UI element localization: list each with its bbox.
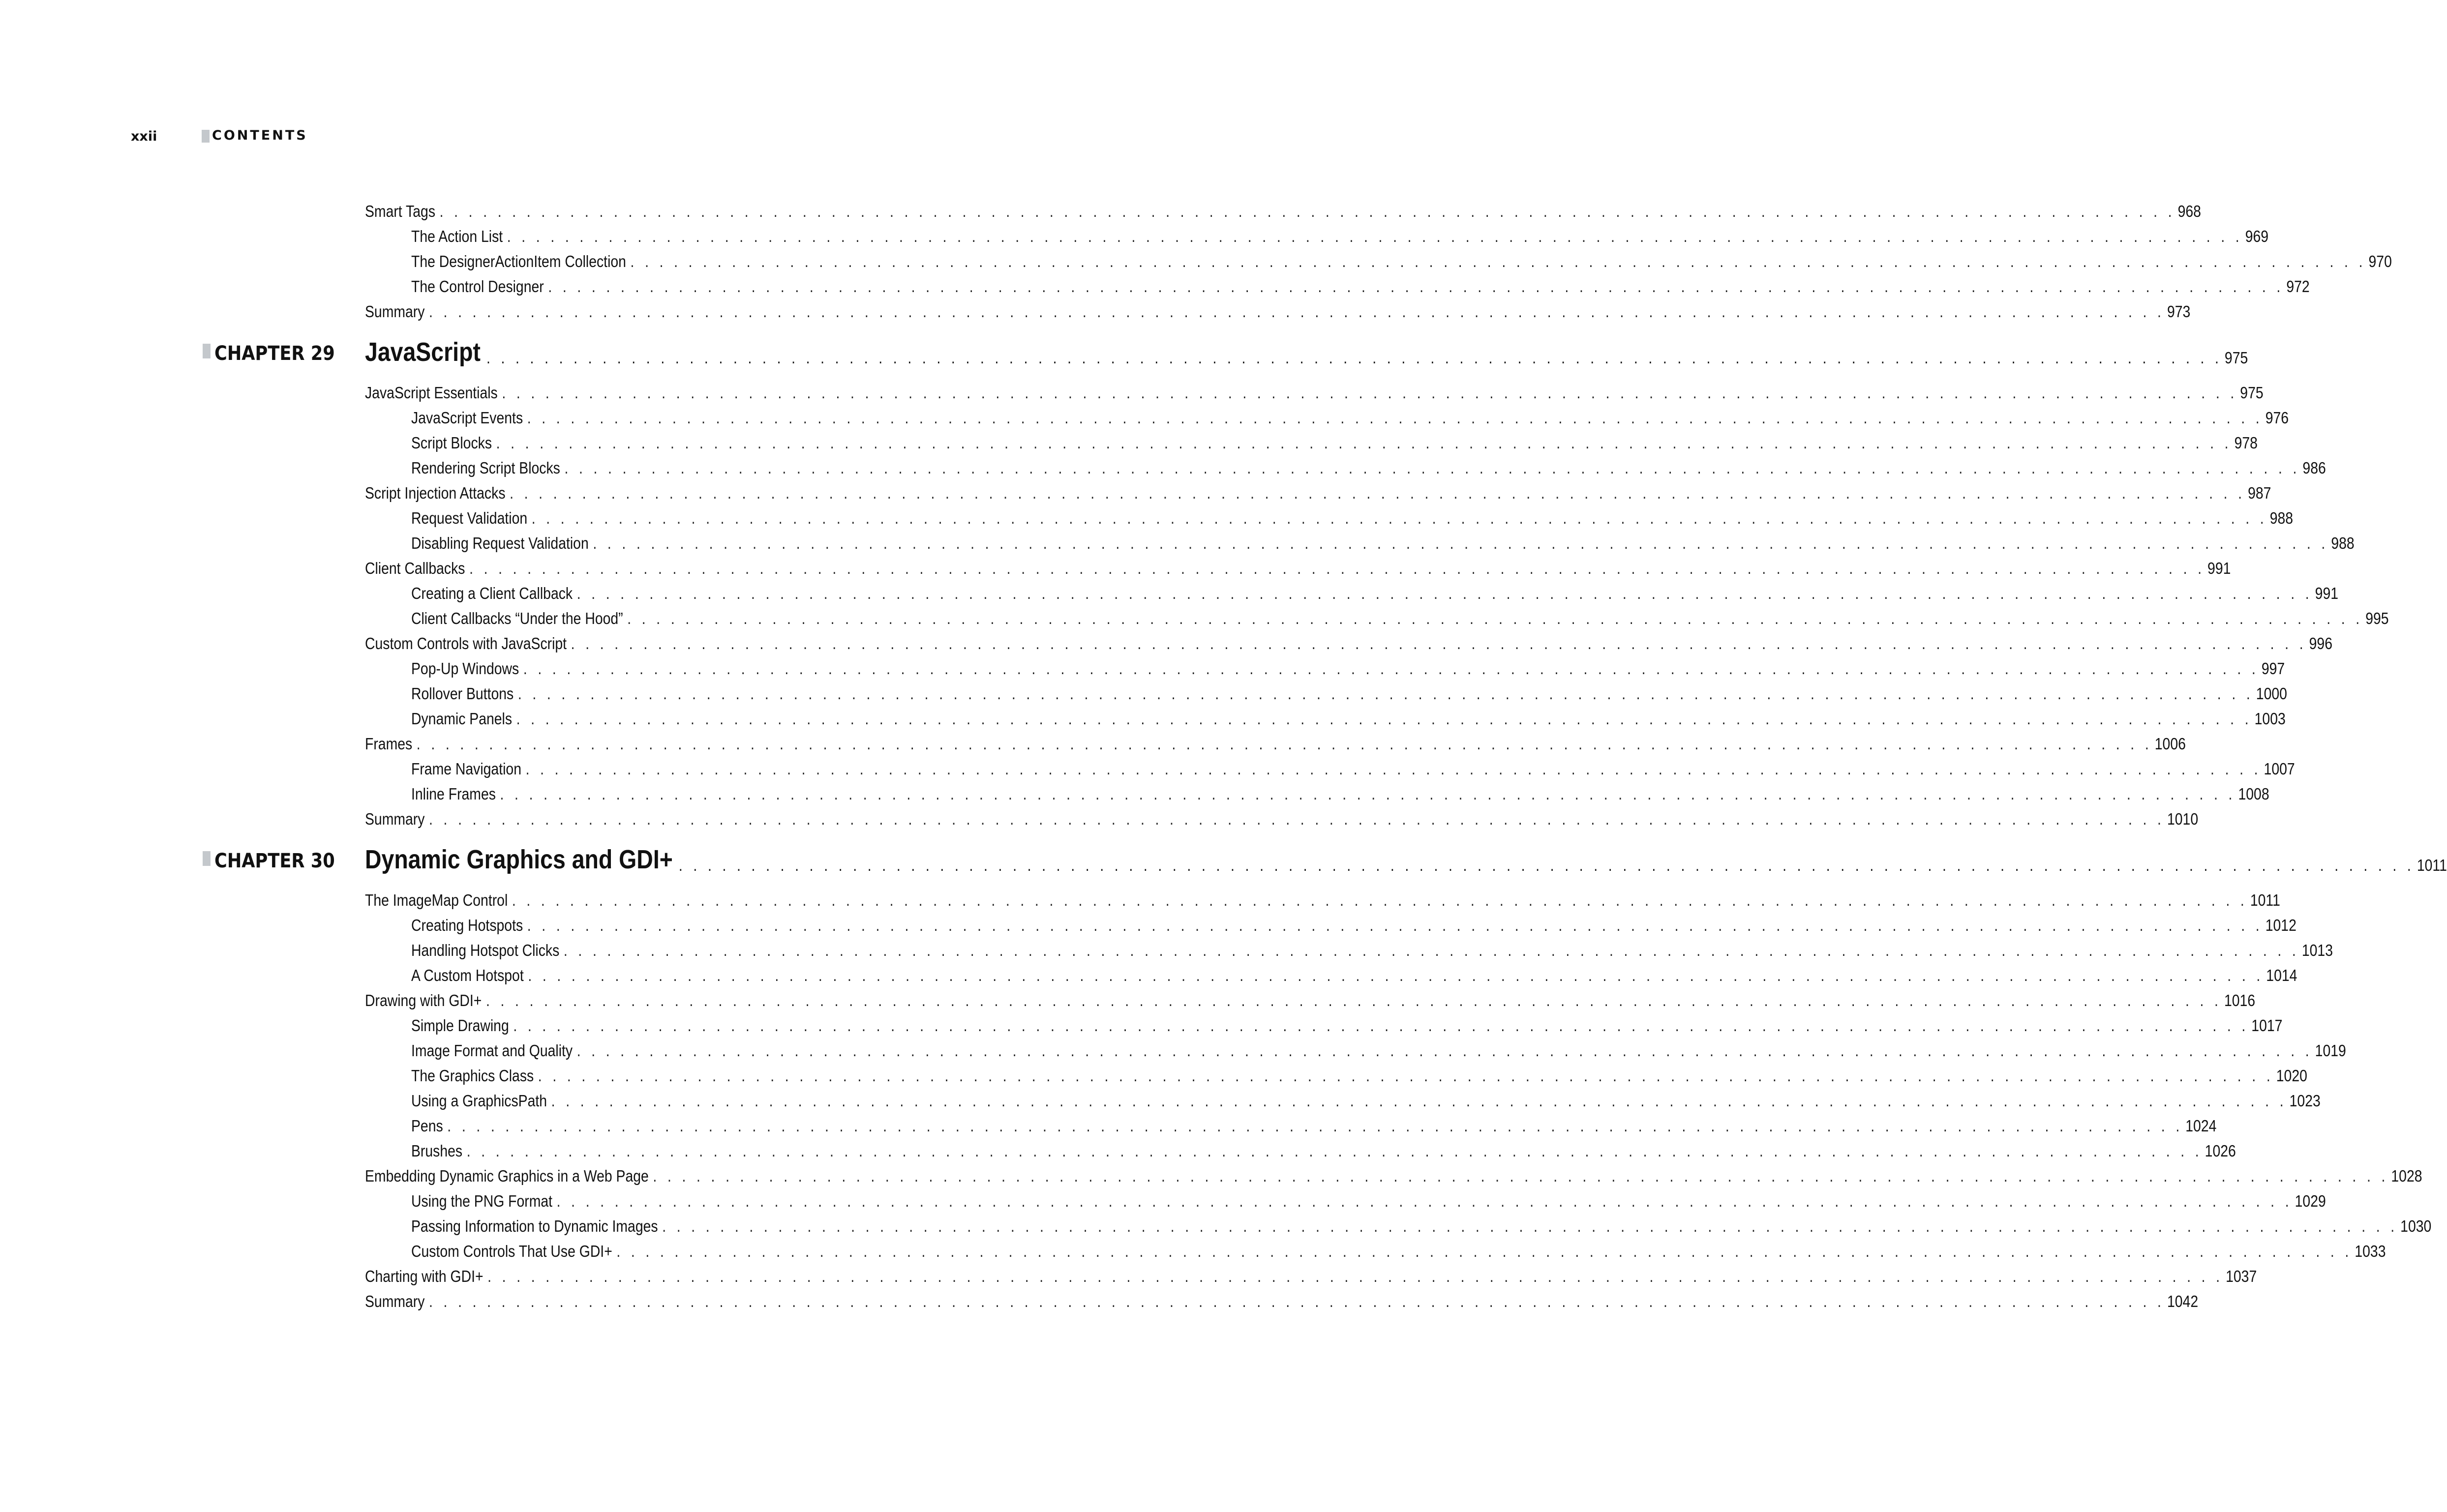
toc-subentry bbox=[411, 1211, 2432, 1236]
entry-label: Image Format and Quality bbox=[411, 1041, 573, 1060]
entry-label: Rendering Script Blocks bbox=[411, 459, 560, 477]
toc-subentry bbox=[411, 271, 2310, 296]
chapter-page-number: 975 bbox=[2224, 349, 2248, 367]
chapter-label: CHAPTER 30 bbox=[214, 850, 335, 872]
toc-subentry bbox=[411, 754, 2295, 779]
entry-label: The Control Designer bbox=[411, 277, 544, 296]
entry-label: Disabling Request Validation bbox=[411, 534, 589, 552]
toc-subentry bbox=[411, 578, 2339, 603]
entry-page-number: 1008 bbox=[2238, 785, 2269, 803]
entry-page-number: 976 bbox=[2265, 409, 2289, 427]
leader-dots: . . . . . . . . . . . . . . . . . . . . . . . . . . . . . . . . . . . . . . . . . . . . . . . . . . . . . . . . . . . . . . . . . . . . . . . . . . . . . . . . . . . . . . . . . . . . . . . . . . . . . . . . . . . . . . . . . . . . . . . . bbox=[548, 277, 2284, 296]
entry-page-number: 1030 bbox=[2400, 1217, 2432, 1235]
entry-page-number: 1011 bbox=[2250, 891, 2280, 909]
leader-dots: . . . . . . . . . . . . . . . . . . . . . . . . . . . . . . . . . . . . . . . . . . . . . . . . . . . . . . . . . . . . . . . . . . . . . . . . . . . . . . . . . . . . . . . . . . . . . . . . . . . . . . . . . . . . . . . . . . . . . . . . bbox=[512, 891, 2248, 909]
entry-label: Smart Tags bbox=[365, 202, 436, 220]
leader-dots: . . . . . . . . . . . . . . . . . . . . . . . . . . . . . . . . . . . . . . . . . . . . . . . . . . . . . . . . . . . . . . . . . . . . . . . . . . . . . . . . . . . . . . . . . . . . . . . . . . . . . . . . . . . . . . . . . . . . . . . . bbox=[500, 785, 2236, 803]
toc-entry bbox=[365, 1161, 2422, 1186]
entry-page-number: 1020 bbox=[2276, 1067, 2307, 1085]
leader-dots: . . . . . . . . . . . . . . . . . . . . . . . . . . . . . . . . . . . . . . . . . . . . . . . . . . . . . . . . . . . . . . . . . . . . . . . . . . . . . . . . . . . . . . . . . . . . . . . . . . . . . . . . . . . . . . . . . . . . . . . . bbox=[531, 509, 2267, 527]
leader-dots: . . . . . . . . . . . . . . . . . . . . . . . . . . . . . . . . . . . . . . . . . . . . . . . . . . . . . . . . . . . . . . . . . . . . . . . . . . . . . . . . . . . . . . . . . . . . . . . . . . . . . . . . . . . . . . . . . . . . . . . . bbox=[466, 1142, 2203, 1160]
leader-dots: . . . . . . . . . . . . . . . . . . . . . . . . . . . . . . . . . . . . . . . . . . . . . . . . . . . . . . . . . . . . . . . . . . . . . . . . . . . . . . . . . . . . . . . . . . . . . . . . . . . . . . . . . . . . . . . . . . . . . . . . bbox=[576, 584, 2313, 602]
chapter-title-row bbox=[365, 336, 2248, 368]
entry-label: A Custom Hotspot bbox=[411, 966, 524, 984]
chapter-heading bbox=[0, 322, 2248, 378]
toc-subentry bbox=[411, 246, 2392, 271]
entry-label: Inline Frames bbox=[411, 785, 496, 803]
entry-page-number: 991 bbox=[2207, 559, 2231, 577]
leader-dots: . . . . . . . . . . . . . . . . . . . . . . . . . . . . . . . . . . . . . . . . . . . . . . . . . . . . . . . . . . . . . . . . . . . . . . . . . . . . . . . . . . . . . . . . . . . . . . . . . . . . . . . . . . . . . . . . . . . . . . . . bbox=[496, 434, 2232, 452]
entry-label: Pop-Up Windows bbox=[411, 659, 519, 678]
entry-label: Script Injection Attacks bbox=[365, 484, 506, 502]
toc-subentry bbox=[411, 910, 2296, 935]
entry-label: Pens bbox=[411, 1117, 443, 1135]
toc-subentry bbox=[411, 679, 2287, 704]
entry-label: The Action List bbox=[411, 227, 503, 245]
leader-dots: . . . . . . . . . . . . . . . . . . . . . . . . . . . . . . . . . . . . . . . . . . . . . . . . . . . . . . . . . . . . . . . . . . . . . . . . . . . . . . . . . . . . . . . . . . . . . . . . . . . . . . . . . . . . . . . . . . . . . . . . bbox=[528, 966, 2264, 984]
toc-subentry bbox=[411, 935, 2333, 960]
leader-dots: . . . . . . . . . . . . . . . . . . . . . . . . . . . . . . . . . . . . . . . . . . . . . . . . . . . . . . . . . . . . . . . . . . . . . . . . . . . . . . . . . . . . . . . . . . . . . . . . . . . . . . . . . . . . . . . . . . . . . . . . bbox=[616, 1242, 2353, 1260]
entry-label: JavaScript Events bbox=[411, 409, 523, 427]
toc-subentry bbox=[411, 1036, 2346, 1061]
toc-subentry bbox=[411, 1111, 2217, 1136]
toc-subentry bbox=[411, 403, 2289, 428]
toc-subentry bbox=[411, 221, 2269, 246]
entry-page-number: 1017 bbox=[2251, 1016, 2283, 1035]
entry-label: Using the PNG Format bbox=[411, 1192, 553, 1210]
chapter-title-row bbox=[365, 844, 2447, 875]
chapter-page-number: 1011 bbox=[2417, 856, 2447, 874]
leader-dots: . . . . . . . . . . . . . . . . . . . . . . . . . . . . . . . . . . . . . . . . . . . . . . . . . . . . . . . . . . . . . . . . . . . . . . . . . . . . . . . . . . . . . . . . . . . . . . . . . . . . . . . . . . . . . . . . . . . . . . . . bbox=[429, 1292, 2165, 1310]
entry-label: Using a GraphicsPath bbox=[411, 1092, 547, 1110]
chapter-heading bbox=[0, 829, 2447, 885]
entry-label: Creating Hotspots bbox=[411, 916, 523, 934]
toc-subentry bbox=[411, 779, 2269, 804]
toc-entry bbox=[365, 729, 2186, 754]
entry-label: Script Blocks bbox=[411, 434, 492, 452]
entry-label: The DesignerActionItem Collection bbox=[411, 252, 626, 270]
entry-label: Client Callbacks “Under the Hood” bbox=[411, 609, 623, 627]
toc-entry bbox=[365, 628, 2332, 653]
entry-page-number: 1019 bbox=[2315, 1041, 2346, 1060]
toc-subentry bbox=[411, 1086, 2321, 1111]
entry-label: Frame Navigation bbox=[411, 760, 521, 778]
entry-page-number: 988 bbox=[2331, 534, 2355, 552]
entry-page-number: 1003 bbox=[2254, 710, 2286, 728]
entry-page-number: 1006 bbox=[2154, 735, 2186, 753]
toc-entry bbox=[365, 1261, 2257, 1286]
entry-page-number: 987 bbox=[2248, 484, 2271, 502]
entry-label: The ImageMap Control bbox=[365, 891, 508, 909]
leader-dots: . . . . . . . . . . . . . . . . . . . . . . . . . . . . . . . . . . . . . . . . . . . . . . . . . . . . . . . . . . . . . . . . . . . . . . . . . . . . . . . . . . . . . . . . . . . . . . . . . . . . . . . . . . . . . . . . . . . . . . . . bbox=[486, 349, 2222, 367]
toc-subentry bbox=[411, 1136, 2236, 1161]
entry-label: Request Validation bbox=[411, 509, 528, 527]
leader-dots: . . . . . . . . . . . . . . . . . . . . . . . . . . . . . . . . . . . . . . . . . . . . . . . . . . . . . . . . . . . . . . . . . . . . . . . . . . . . . . . . . . . . . . . . . . . . . . . . . . . . . . . . . . . . . . . . . . . . . . . . bbox=[627, 609, 2363, 627]
toc-subentry bbox=[411, 528, 2355, 553]
entry-page-number: 970 bbox=[2368, 252, 2392, 270]
leader-dots: . . . . . . . . . . . . . . . . . . . . . . . . . . . . . . . . . . . . . . . . . . . . . . . . . . . . . . . . . . . . . . . . . . . . . . . . . . . . . . . . . . . . . . . . . . . . . . . . . . . . . . . . . . . . . . . . . . . . . . . . bbox=[485, 991, 2222, 1009]
leader-dots: . . . . . . . . . . . . . . . . . . . . . . . . . . . . . . . . . . . . . . . . . . . . . . . . . . . . . . . . . . . . . . . . . . . . . . . . . . . . . . . . . . . . . . . . . . . . . . . . . . . . . . . . . . . . . . . . . . . . . . . . bbox=[517, 684, 2254, 703]
entry-page-number: 1023 bbox=[2289, 1092, 2321, 1110]
leader-dots: . . . . . . . . . . . . . . . . . . . . . . . . . . . . . . . . . . . . . . . . . . . . . . . . . . . . . . . . . . . . . . . . . . . . . . . . . . . . . . . . . . . . . . . . . . . . . . . . . . . . . . . . . . . . . . . . . . . . . . . . bbox=[502, 384, 2238, 402]
leader-dots: . . . . . . . . . . . . . . . . . . . . . . . . . . . . . . . . . . . . . . . . . . . . . . . . . . . . . . . . . . . . . . . . . . . . . . . . . . . . . . . . . . . . . . . . . . . . . . . . . . . . . . . . . . . . . . . . . . . . . . . . bbox=[429, 302, 2165, 321]
leader-dots: . . . . . . . . . . . . . . . . . . . . . . . . . . . . . . . . . . . . . . . . . . . . . . . . . . . . . . . . . . . . . . . . . . . . . . . . . . . . . . . . . . . . . . . . . . . . . . . . . . . . . . . . . . . . . . . . . . . . . . . . bbox=[447, 1117, 2183, 1135]
header-title: CONTENTS bbox=[212, 128, 308, 143]
toc-entry bbox=[365, 985, 2256, 1010]
leader-dots: . . . . . . . . . . . . . . . . . . . . . . . . . . . . . . . . . . . . . . . . . . . . . . . . . . . . . . . . . . . . . . . . . . . . . . . . . . . . . . . . . . . . . . . . . . . . . . . . . . . . . . . . . . . . . . . . . . . . . . . . bbox=[593, 534, 2329, 552]
chapter-tab-marker bbox=[203, 851, 211, 866]
toc-subentry bbox=[411, 603, 2389, 628]
entry-page-number: 986 bbox=[2302, 459, 2326, 477]
entry-page-number: 1037 bbox=[2226, 1267, 2257, 1285]
entry-page-number: 1013 bbox=[2301, 941, 2333, 959]
entry-page-number: 978 bbox=[2234, 434, 2258, 452]
entry-page-number: 997 bbox=[2261, 659, 2285, 678]
entry-label: JavaScript Essentials bbox=[365, 384, 498, 402]
toc-subentry bbox=[411, 960, 2297, 985]
entry-label: Charting with GDI+ bbox=[365, 1267, 483, 1285]
toc-subentry bbox=[411, 704, 2286, 729]
table-of-contents bbox=[0, 196, 2447, 1311]
entry-label: Rollover Buttons bbox=[411, 684, 514, 703]
entry-page-number: 991 bbox=[2315, 584, 2339, 602]
entry-label: The Graphics Class bbox=[411, 1067, 534, 1085]
entry-label: Custom Controls That Use GDI+ bbox=[411, 1242, 612, 1260]
toc-subentry bbox=[411, 1186, 2326, 1211]
entry-page-number: 1024 bbox=[2185, 1117, 2217, 1135]
chapter-title: JavaScript bbox=[365, 337, 481, 367]
leader-dots: . . . . . . . . . . . . . . . . . . . . . . . . . . . . . . . . . . . . . . . . . . . . . . . . . . . . . . . . . . . . . . . . . . . . . . . . . . . . . . . . . . . . . . . . . . . . . . . . . . . . . . . . . . . . . . . . . . . . . . . . bbox=[571, 634, 2307, 652]
entry-label: Drawing with GDI+ bbox=[365, 991, 482, 1009]
entry-label: Handling Hotspot Clicks bbox=[411, 941, 560, 959]
entry-page-number: 973 bbox=[2167, 302, 2191, 321]
toc-subentry bbox=[411, 503, 2294, 528]
entry-label: Summary bbox=[365, 810, 425, 828]
leader-dots: . . . . . . . . . . . . . . . . . . . . . . . . . . . . . . . . . . . . . . . . . . . . . . . . . . . . . . . . . . . . . . . . . . . . . . . . . . . . . . . . . . . . . . . . . . . . . . . . . . . . . . . . . . . . . . . . . . . . . . . . bbox=[653, 1167, 2389, 1185]
entry-label: Client Callbacks bbox=[365, 559, 465, 577]
chapter-tab-marker bbox=[203, 344, 211, 358]
entry-label: Frames bbox=[365, 735, 413, 753]
entry-page-number: 969 bbox=[2245, 227, 2269, 245]
leader-dots: . . . . . . . . . . . . . . . . . . . . . . . . . . . . . . . . . . . . . . . . . . . . . . . . . . . . . . . . . . . . . . . . . . . . . . . . . . . . . . . . . . . . . . . . . . . . . . . . . . . . . . . . . . . . . . . . . . . . . . . . bbox=[429, 810, 2165, 828]
toc-subentry bbox=[411, 1010, 2283, 1036]
leader-dots: . . . . . . . . . . . . . . . . . . . . . . . . . . . . . . . . . . . . . . . . . . . . . . . . . . . . . . . . . . . . . . . . . . . . . . . . . . . . . . . . . . . . . . . . . . . . . . . . . . . . . . . . . . . . . . . . . . . . . . . . bbox=[678, 856, 2415, 874]
toc-subentry bbox=[411, 1236, 2386, 1261]
leader-dots: . . . . . . . . . . . . . . . . . . . . . . . . . . . . . . . . . . . . . . . . . . . . . . . . . . . . . . . . . . . . . . . . . . . . . . . . . . . . . . . . . . . . . . . . . . . . . . . . . . . . . . . . . . . . . . . . . . . . . . . . bbox=[513, 1016, 2249, 1035]
leader-dots: . . . . . . . . . . . . . . . . . . . . . . . . . . . . . . . . . . . . . . . . . . . . . . . . . . . . . . . . . . . . . . . . . . . . . . . . . . . . . . . . . . . . . . . . . . . . . . . . . . . . . . . . . . . . . . . . . . . . . . . . bbox=[551, 1092, 2287, 1110]
entry-label: Embedding Dynamic Graphics in a Web Page bbox=[365, 1167, 649, 1185]
toc-subentry bbox=[411, 1061, 2307, 1086]
toc-entry bbox=[365, 296, 2191, 322]
page-number: xxii bbox=[131, 129, 157, 144]
entry-page-number: 1010 bbox=[2167, 810, 2199, 828]
leader-dots: . . . . . . . . . . . . . . . . . . . . . . . . . . . . . . . . . . . . . . . . . . . . . . . . . . . . . . . . . . . . . . . . . . . . . . . . . . . . . . . . . . . . . . . . . . . . . . . . . . . . . . . . . . . . . . . . . . . . . . . . bbox=[538, 1067, 2274, 1085]
leader-dots: . . . . . . . . . . . . . . . . . . . . . . . . . . . . . . . . . . . . . . . . . . . . . . . . . . . . . . . . . . . . . . . . . . . . . . . . . . . . . . . . . . . . . . . . . . . . . . . . . . . . . . . . . . . . . . . . . . . . . . . . bbox=[630, 252, 2366, 270]
chapter-label: CHAPTER 29 bbox=[214, 342, 335, 365]
leader-dots: . . . . . . . . . . . . . . . . . . . . . . . . . . . . . . . . . . . . . . . . . . . . . . . . . . . . . . . . . . . . . . . . . . . . . . . . . . . . . . . . . . . . . . . . . . . . . . . . . . . . . . . . . . . . . . . . . . . . . . . . bbox=[416, 735, 2152, 753]
chapter-title: Dynamic Graphics and GDI+ bbox=[365, 845, 673, 874]
entry-page-number: 975 bbox=[2240, 384, 2264, 402]
leader-dots: . . . . . . . . . . . . . . . . . . . . . . . . . . . . . . . . . . . . . . . . . . . . . . . . . . . . . . . . . . . . . . . . . . . . . . . . . . . . . . . . . . . . . . . . . . . . . . . . . . . . . . . . . . . . . . . . . . . . . . . . bbox=[527, 916, 2263, 934]
leader-dots: . . . . . . . . . . . . . . . . . . . . . . . . . . . . . . . . . . . . . . . . . . . . . . . . . . . . . . . . . . . . . . . . . . . . . . . . . . . . . . . . . . . . . . . . . . . . . . . . . . . . . . . . . . . . . . . . . . . . . . . . bbox=[523, 659, 2259, 678]
toc-entry bbox=[365, 1286, 2199, 1311]
entry-page-number: 1029 bbox=[2295, 1192, 2326, 1210]
entry-page-number: 1000 bbox=[2256, 684, 2287, 703]
leader-dots: . . . . . . . . . . . . . . . . . . . . . . . . . . . . . . . . . . . . . . . . . . . . . . . . . . . . . . . . . . . . . . . . . . . . . . . . . . . . . . . . . . . . . . . . . . . . . . . . . . . . . . . . . . . . . . . . . . . . . . . . bbox=[510, 484, 2245, 502]
toc-subentry bbox=[411, 428, 2258, 453]
entry-page-number: 1028 bbox=[2391, 1167, 2422, 1185]
entry-label: Dynamic Panels bbox=[411, 710, 513, 728]
entry-page-number: 1007 bbox=[2264, 760, 2295, 778]
toc-entry bbox=[365, 196, 2201, 221]
leader-dots: . . . . . . . . . . . . . . . . . . . . . . . . . . . . . . . . . . . . . . . . . . . . . . . . . . . . . . . . . . . . . . . . . . . . . . . . . . . . . . . . . . . . . . . . . . . . . . . . . . . . . . . . . . . . . . . . . . . . . . . . bbox=[516, 710, 2252, 728]
entry-page-number: 1042 bbox=[2167, 1292, 2199, 1310]
entry-page-number: 996 bbox=[2309, 634, 2332, 652]
entry-page-number: 1014 bbox=[2266, 966, 2297, 984]
entry-page-number: 1016 bbox=[2224, 991, 2256, 1009]
entry-page-number: 968 bbox=[2177, 202, 2201, 220]
leader-dots: . . . . . . . . . . . . . . . . . . . . . . . . . . . . . . . . . . . . . . . . . . . . . . . . . . . . . . . . . . . . . . . . . . . . . . . . . . . . . . . . . . . . . . . . . . . . . . . . . . . . . . . . . . . . . . . . . . . . . . . . bbox=[563, 941, 2299, 959]
leader-dots: . . . . . . . . . . . . . . . . . . . . . . . . . . . . . . . . . . . . . . . . . . . . . . . . . . . . . . . . . . . . . . . . . . . . . . . . . . . . . . . . . . . . . . . . . . . . . . . . . . . . . . . . . . . . . . . . . . . . . . . . bbox=[527, 409, 2263, 427]
entry-label: Creating a Client Callback bbox=[411, 584, 573, 602]
entry-label: Summary bbox=[365, 302, 425, 321]
leader-dots: . . . . . . . . . . . . . . . . . . . . . . . . . . . . . . . . . . . . . . . . . . . . . . . . . . . . . . . . . . . . . . . . . . . . . . . . . . . . . . . . . . . . . . . . . . . . . . . . . . . . . . . . . . . . . . . . . . . . . . . . bbox=[564, 459, 2300, 477]
toc-entry bbox=[365, 378, 2264, 403]
entry-page-number: 1033 bbox=[2355, 1242, 2386, 1260]
toc-subentry bbox=[411, 453, 2326, 478]
toc-entry bbox=[365, 804, 2199, 829]
leader-dots: . . . . . . . . . . . . . . . . . . . . . . . . . . . . . . . . . . . . . . . . . . . . . . . . . . . . . . . . . . . . . . . . . . . . . . . . . . . . . . . . . . . . . . . . . . . . . . . . . . . . . . . . . . . . . . . . . . . . . . . . bbox=[469, 559, 2205, 577]
entry-page-number: 972 bbox=[2286, 277, 2310, 296]
entry-page-number: 1012 bbox=[2265, 916, 2296, 934]
leader-dots: . . . . . . . . . . . . . . . . . . . . . . . . . . . . . . . . . . . . . . . . . . . . . . . . . . . . . . . . . . . . . . . . . . . . . . . . . . . . . . . . . . . . . . . . . . . . . . . . . . . . . . . . . . . . . . . . . . . . . . . . bbox=[662, 1217, 2398, 1235]
leader-dots: . . . . . . . . . . . . . . . . . . . . . . . . . . . . . . . . . . . . . . . . . . . . . . . . . . . . . . . . . . . . . . . . . . . . . . . . . . . . . . . . . . . . . . . . . . . . . . . . . . . . . . . . . . . . . . . . . . . . . . . . bbox=[487, 1267, 2223, 1285]
leader-dots: . . . . . . . . . . . . . . . . . . . . . . . . . . . . . . . . . . . . . . . . . . . . . . . . . . . . . . . . . . . . . . . . . . . . . . . . . . . . . . . . . . . . . . . . . . . . . . . . . . . . . . . . . . . . . . . . . . . . . . . . bbox=[576, 1041, 2313, 1060]
entry-page-number: 995 bbox=[2365, 609, 2389, 627]
entry-label: Custom Controls with JavaScript bbox=[365, 634, 567, 652]
leader-dots: . . . . . . . . . . . . . . . . . . . . . . . . . . . . . . . . . . . . . . . . . . . . . . . . . . . . . . . . . . . . . . . . . . . . . . . . . . . . . . . . . . . . . . . . . . . . . . . . . . . . . . . . . . . . . . . . . . . . . . . . bbox=[507, 227, 2243, 245]
leader-dots: . . . . . . . . . . . . . . . . . . . . . . . . . . . . . . . . . . . . . . . . . . . . . . . . . . . . . . . . . . . . . . . . . . . . . . . . . . . . . . . . . . . . . . . . . . . . . . . . . . . . . . . . . . . . . . . . . . . . . . . . bbox=[556, 1192, 2293, 1210]
toc-entry bbox=[365, 885, 2280, 910]
entry-label: Summary bbox=[365, 1292, 425, 1310]
toc-entry bbox=[365, 553, 2231, 578]
entry-page-number: 1026 bbox=[2205, 1142, 2236, 1160]
entry-label: Brushes bbox=[411, 1142, 463, 1160]
leader-dots: . . . . . . . . . . . . . . . . . . . . . . . . . . . . . . . . . . . . . . . . . . . . . . . . . . . . . . . . . . . . . . . . . . . . . . . . . . . . . . . . . . . . . . . . . . . . . . . . . . . . . . . . . . . . . . . . . . . . . . . . bbox=[525, 760, 2262, 778]
leader-dots: . . . . . . . . . . . . . . . . . . . . . . . . . . . . . . . . . . . . . . . . . . . . . . . . . . . . . . . . . . . . . . . . . . . . . . . . . . . . . . . . . . . . . . . . . . . . . . . . . . . . . . . . . . . . . . . . . . . . . . . . bbox=[439, 202, 2175, 220]
toc-entry bbox=[365, 478, 2271, 503]
header-tab-marker bbox=[202, 130, 210, 143]
entry-label: Simple Drawing bbox=[411, 1016, 509, 1035]
page-header bbox=[0, 127, 1180, 147]
toc-subentry bbox=[411, 653, 2285, 679]
entry-page-number: 988 bbox=[2269, 509, 2294, 527]
entry-label: Passing Information to Dynamic Images bbox=[411, 1217, 658, 1235]
